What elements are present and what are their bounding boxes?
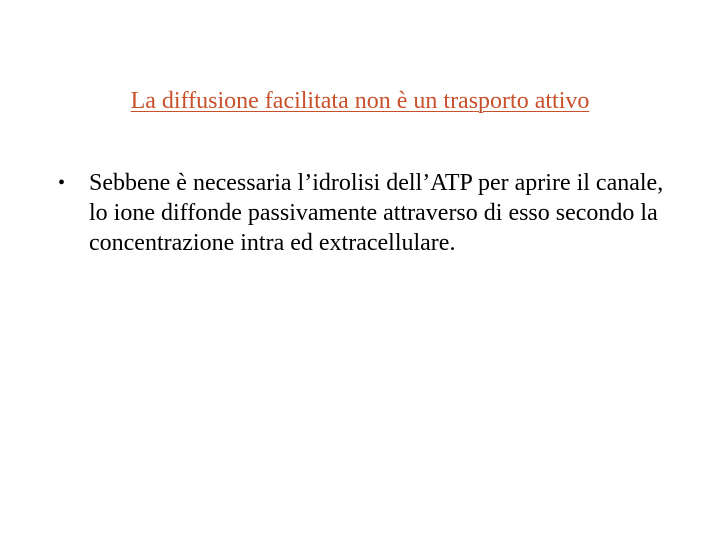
- bullet-text: Sebbene è necessaria l’idrolisi dell’ATP per aprire il canale, lo ione diffonde passivamente attraverso di esso secondo la concentrazione intra ed extracellulare.: [89, 170, 664, 256]
- bullet-item: [58, 168, 668, 258]
- slide-title: La diffusione facilitata non è un trasporto attivo: [130, 88, 590, 114]
- bullet-icon: •: [58, 172, 66, 194]
- bullet-list: [58, 168, 668, 258]
